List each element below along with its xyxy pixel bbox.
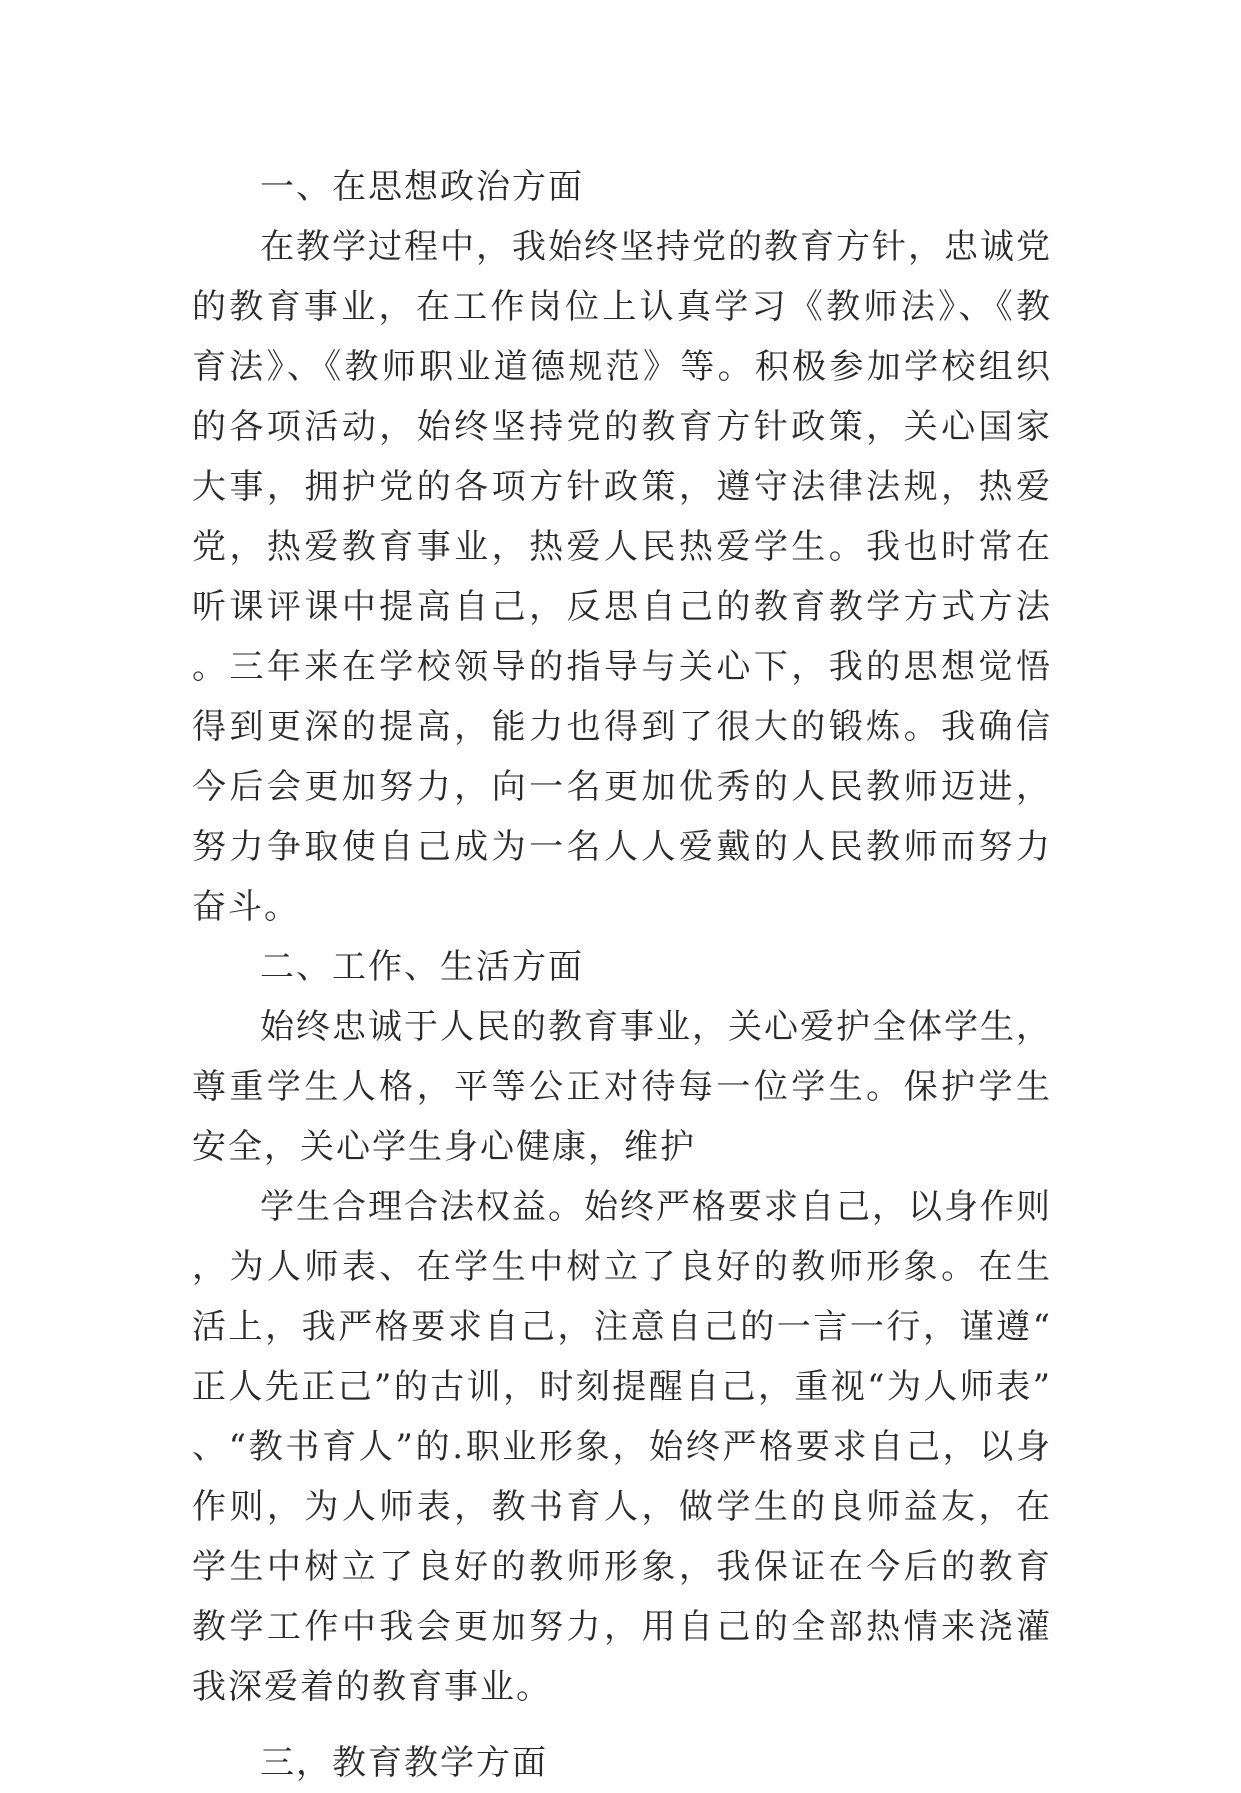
section-heading-work-life: 二、工作、生活方面 (260, 947, 584, 987)
document-body (192, 157, 1052, 1793)
section-heading-politics: 一、在思想政治方面 (260, 167, 584, 207)
paragraph-work-life-2: 学生合理合法权益。始终严格要求自己，以身作则，为人师表、在学生中树立了良好的教师形象。在生活上，我严格要求自己，注意自己的一言一行，谨遵“正人先正己”的古训，时刻提醒自己，重视“为人师表”、“教书育人”的.职业形象，始终严格要求自己，以身作则，为人师表，教书育人，做学生的良师益友，在学生中树立了良好的教师形象，我保证在今后的教育教学工作中我会更加努力，用自己的全部热情来浇灌我深爱着的教育事业。 (192, 1187, 1052, 1707)
paragraph-politics: 在教学过程中，我始终坚持党的教育方针，忠诚党的教育事业，在工作岗位上认真学习《教师法》、《教育法》、《教师职业道德规范》等。积极参加学校组织的各项活动，始终坚持党的教育方针政策，关心国家大事，拥护党的各项方针政策，遵守法律法规，热爱党，热爱教育事业，热爱人民热爱学生。我也时常在听课评课中提高自己，反思自己的教育教学方式方法。三年来在学校领导的指导与关心下，我的思想觉悟得到更深的提高，能力也得到了很大的锻炼。我确信今后会更加努力，向一名更加优秀的人民教师迈进，努力争取使自己成为一名人人爱戴的人民教师而努力奋斗。 (192, 227, 1052, 927)
section-heading-teaching: 三，教育教学方面 (260, 1743, 548, 1783)
paragraph-work-life-1: 始终忠诚于人民的教育事业，关心爱护全体学生，尊重学生人格，平等公正对待每一位学生。保护学生安全，关心学生身心健康，维护 (192, 1007, 1052, 1167)
